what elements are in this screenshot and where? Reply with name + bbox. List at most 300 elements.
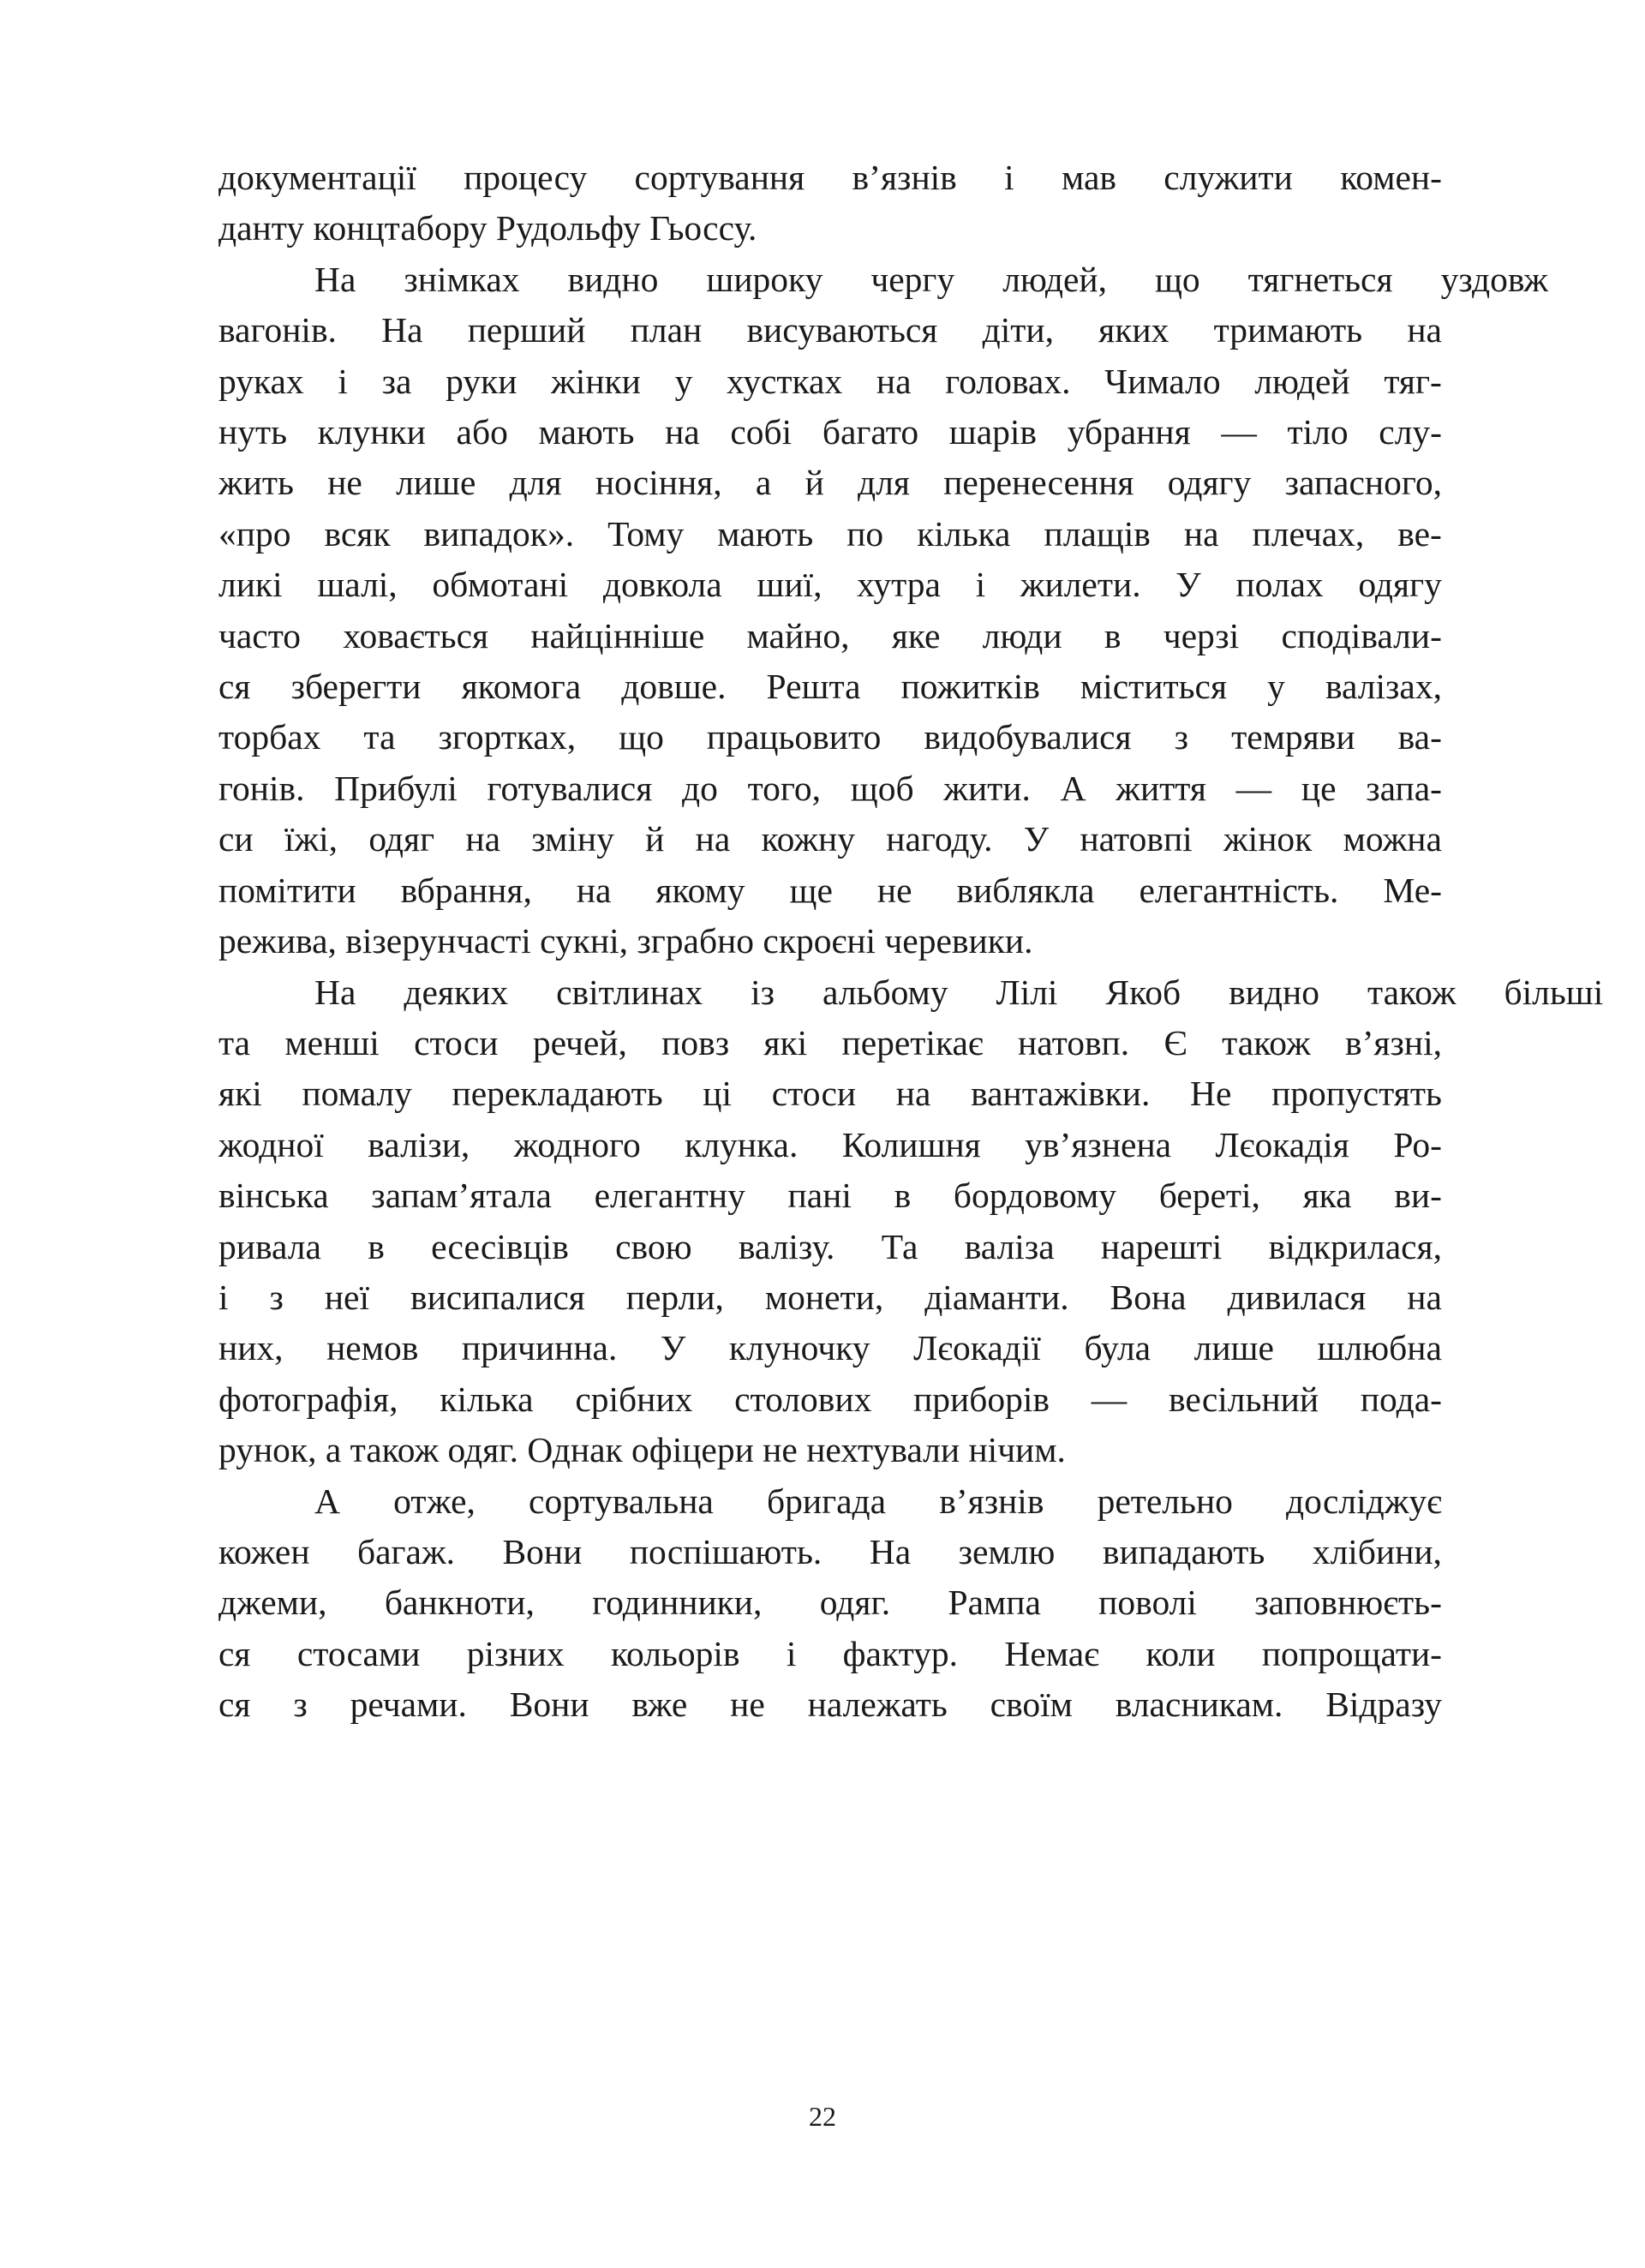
text-word: на	[465, 819, 501, 859]
text-word: Ро-	[1393, 1124, 1442, 1164]
text-word: кольорів	[610, 1633, 740, 1673]
text-word: речами.	[350, 1685, 467, 1725]
text-word: висипалися	[410, 1277, 585, 1317]
text-word: яке	[891, 615, 941, 655]
text-line	[218, 661, 1442, 712]
text-word: ховається	[343, 615, 489, 655]
text-word: —	[1235, 768, 1272, 808]
text-word: пожитків	[900, 667, 1040, 707]
text-word: висуваються	[746, 310, 938, 350]
text-word: обмотані	[432, 565, 569, 605]
text-word: чергу	[870, 259, 955, 299]
text-word: на	[665, 412, 700, 452]
text-line	[218, 814, 1442, 865]
text-word: пода-	[1360, 1379, 1442, 1419]
text-word: вантажівки.	[971, 1074, 1151, 1114]
text-word: і	[338, 361, 348, 401]
text-word: і	[218, 1277, 229, 1317]
text-word: хлібини,	[1312, 1531, 1442, 1571]
text-word: поволі	[1098, 1583, 1197, 1623]
text-word: багаж.	[357, 1531, 456, 1571]
text-word: працьовито	[706, 717, 882, 757]
text-word: до	[682, 768, 718, 808]
text-word: головах.	[945, 361, 1071, 401]
text-word: ся	[218, 667, 251, 707]
text-word: людей	[1254, 361, 1350, 401]
text-word: що	[1154, 259, 1200, 299]
text-word: собі	[730, 412, 793, 452]
text-word: ще	[789, 870, 833, 910]
text-word: готувалися	[487, 768, 653, 808]
text-word: була	[1084, 1328, 1152, 1368]
text-word: по	[846, 513, 884, 554]
text-word: На	[314, 259, 356, 299]
text-word: на	[895, 1074, 931, 1114]
text-word: тягнеться	[1247, 259, 1393, 299]
text-word: це	[1301, 768, 1337, 808]
text-word: стосами	[296, 1633, 421, 1673]
text-word: які	[218, 1074, 262, 1114]
text-word: ув’язнена	[1025, 1124, 1172, 1164]
text-word: й	[805, 463, 824, 503]
text-word: попрощати-	[1261, 1633, 1442, 1673]
text-word: для	[509, 463, 562, 503]
text-word: план	[630, 310, 703, 350]
text-word: процесу	[464, 158, 588, 197]
text-word: землю	[958, 1531, 1056, 1571]
text-word: дивилася	[1227, 1277, 1367, 1317]
page-body-text	[218, 153, 1604, 1731]
text-word: А	[314, 1481, 340, 1521]
text-word: валізу.	[738, 1226, 835, 1266]
text-word: Тому	[607, 513, 685, 554]
text-word: монети,	[764, 1277, 884, 1317]
text-word: вагонів.	[218, 310, 337, 350]
text-word: Вони	[509, 1685, 589, 1725]
text-word: на	[695, 819, 731, 859]
text-word: з	[269, 1277, 284, 1317]
text-word: мають	[538, 412, 635, 452]
text-word: тіло	[1287, 412, 1349, 452]
text-word: вбрання,	[400, 870, 532, 910]
text-word: кілька	[917, 513, 1011, 554]
text-word: Колишня	[841, 1124, 981, 1164]
text-line	[218, 1068, 1442, 1119]
text-word: банкноти,	[384, 1583, 535, 1623]
text-word: найцінніше	[530, 615, 705, 655]
text-word: годинники,	[592, 1583, 763, 1623]
text-word: служити	[1163, 158, 1293, 197]
text-word: всяк	[324, 513, 391, 554]
text-word: широку	[706, 259, 823, 299]
text-word: шиї,	[757, 565, 822, 605]
text-word: Вона	[1110, 1277, 1187, 1317]
text-word: або	[456, 412, 508, 452]
text-word: плащів	[1044, 513, 1151, 554]
text-word: відкрилася,	[1268, 1226, 1442, 1266]
text-word: черзі	[1163, 615, 1240, 655]
text-word: А	[1060, 768, 1086, 808]
text-word: полах	[1235, 565, 1324, 605]
text-word: шлюбна	[1317, 1328, 1442, 1368]
page-number: 22	[809, 2101, 836, 2132]
text-word: нуть	[218, 412, 288, 452]
text-line	[218, 458, 1442, 508]
text-word: убрання	[1067, 412, 1191, 452]
text-word: фотографія,	[218, 1379, 398, 1419]
text-word: Та	[881, 1226, 918, 1266]
text-word: Не	[1190, 1074, 1232, 1114]
text-word: видно	[1229, 972, 1319, 1012]
text-word: щоб	[850, 768, 914, 808]
text-line	[218, 356, 1442, 407]
text-word: есесівців	[431, 1226, 569, 1266]
text-word: хустках	[727, 361, 843, 401]
text-line	[218, 1170, 1442, 1221]
text-word: тримають	[1213, 310, 1363, 350]
text-word: У	[1023, 819, 1050, 859]
text-line	[218, 1323, 1442, 1373]
text-word: столових	[734, 1379, 872, 1419]
text-word: Є	[1163, 1022, 1187, 1062]
text-word: в’язні,	[1344, 1022, 1442, 1062]
text-line	[218, 1374, 1442, 1425]
text-word: можна	[1343, 819, 1442, 859]
text-word: також	[1367, 972, 1457, 1012]
text-word: комен-	[1340, 158, 1442, 197]
text-word: не	[327, 463, 362, 503]
text-word: вінська	[218, 1176, 329, 1216]
text-word: діти,	[982, 310, 1054, 350]
text-word: у	[674, 361, 693, 401]
text-word: ся	[218, 1685, 251, 1725]
text-word: руки	[446, 361, 517, 401]
text-word: жінки	[551, 361, 641, 401]
text-word: Лєокадія	[1215, 1124, 1349, 1164]
text-word: пані	[787, 1176, 852, 1216]
text-line	[218, 1272, 1442, 1323]
text-line	[218, 967, 1604, 1018]
text-word: На	[381, 310, 423, 350]
text-line	[218, 305, 1442, 356]
text-word: запам’ятала	[371, 1176, 552, 1216]
text-word: якому	[655, 870, 745, 910]
text-word: мав	[1061, 158, 1116, 197]
text-word: випадають	[1102, 1531, 1265, 1571]
text-line	[218, 865, 1442, 916]
text-word: свою	[615, 1226, 692, 1266]
text-word: причинна.	[461, 1328, 618, 1368]
text-word: не	[876, 870, 912, 910]
text-word: якомога	[461, 667, 582, 707]
text-word: ве-	[1397, 513, 1442, 554]
text-word: фактур.	[842, 1633, 959, 1673]
text-line	[218, 1476, 1442, 1527]
text-word: перетікає	[841, 1022, 984, 1062]
text-word: натовп.	[1018, 1022, 1130, 1062]
text-line	[218, 509, 1442, 560]
text-word: Чимало	[1104, 361, 1221, 401]
text-word: на	[1407, 1277, 1442, 1317]
text-word: нагоду.	[886, 819, 993, 859]
text-word: майно,	[746, 615, 850, 655]
text-word: клунки	[317, 412, 426, 452]
text-word: бордовому	[953, 1176, 1117, 1216]
text-word: «про	[218, 513, 291, 554]
text-word: Лілі	[996, 972, 1058, 1012]
text-word: заповнюєть-	[1254, 1583, 1442, 1623]
text-word: шарів	[948, 412, 1038, 452]
text-word: поспішають.	[629, 1531, 822, 1571]
text-word: кожну	[761, 819, 855, 859]
text-word: в’язнів	[939, 1481, 1044, 1521]
text-word: світлинах	[556, 972, 703, 1012]
text-word: Немає	[1004, 1633, 1099, 1673]
text-word: —	[1221, 412, 1257, 452]
text-word: них,	[218, 1328, 284, 1368]
text-word: перший	[467, 310, 586, 350]
text-word: отже,	[393, 1481, 476, 1521]
text-word: і	[786, 1633, 797, 1673]
text-word: деяких	[404, 972, 509, 1012]
text-word: кожен	[218, 1531, 310, 1571]
text-word: приборів	[913, 1379, 1050, 1419]
text-word: які	[763, 1022, 808, 1062]
text-word: у	[1267, 667, 1285, 707]
text-word: на	[876, 361, 912, 401]
text-word: Рампа	[948, 1583, 1041, 1623]
text-word: елегантність.	[1139, 870, 1339, 910]
text-word: одягу	[1358, 565, 1442, 605]
text-word: валізи,	[368, 1124, 470, 1164]
text-word: помалу	[302, 1074, 412, 1114]
text-word: багато	[822, 412, 919, 452]
text-word: си	[218, 819, 254, 859]
text-word: —	[1091, 1379, 1128, 1419]
text-word: уздовж	[1440, 259, 1548, 299]
text-line	[218, 1577, 1442, 1628]
text-word: перенесення	[943, 463, 1134, 503]
text-word: одяг	[368, 819, 435, 859]
text-word: в	[1104, 615, 1122, 655]
text-word: Вони	[502, 1531, 583, 1571]
text-word: клуночку	[728, 1328, 870, 1368]
text-word: згортках,	[438, 717, 577, 757]
text-word: альбому	[822, 972, 948, 1012]
text-word: мають	[717, 513, 814, 554]
text-line	[218, 763, 1442, 814]
text-word: коли	[1146, 1633, 1216, 1673]
text-word: та	[363, 717, 396, 757]
text-word: На	[314, 972, 356, 1012]
text-word: перекладають	[452, 1074, 663, 1114]
text-word: й	[645, 819, 665, 859]
text-word: а	[755, 463, 772, 503]
text-word: Якоб	[1105, 972, 1181, 1012]
text-word: яка	[1302, 1176, 1352, 1216]
text-word: жилети.	[1020, 565, 1141, 605]
text-line	[218, 560, 1442, 610]
text-word: власникам.	[1115, 1685, 1283, 1725]
text-word: перли,	[625, 1277, 724, 1317]
text-line	[218, 1629, 1442, 1679]
text-word: часто	[218, 615, 302, 655]
text-word: неї	[324, 1277, 370, 1317]
text-word: видобувалися	[924, 717, 1132, 757]
text-word: валіза	[964, 1226, 1055, 1266]
text-word: випадок».	[423, 513, 575, 554]
text-word: Лєокадії	[913, 1328, 1041, 1368]
text-line	[218, 611, 1442, 661]
text-word: елегантну	[594, 1176, 745, 1216]
text-word: на	[1407, 310, 1442, 350]
text-line: данту концтабору Рудольфу Гьоссу.	[218, 208, 757, 248]
text-word: жодної	[218, 1124, 324, 1164]
text-word: одягу	[1167, 463, 1252, 503]
text-word: вже	[631, 1685, 688, 1725]
text-word: належать	[807, 1685, 948, 1725]
text-word: зберегти	[290, 667, 422, 707]
text-word: довше.	[621, 667, 727, 707]
text-word: що	[619, 717, 664, 757]
text-word: видно	[567, 259, 659, 299]
text-word: У	[660, 1328, 686, 1368]
text-word: запасного,	[1284, 463, 1442, 503]
text-line	[218, 1679, 1442, 1730]
text-word: ликі	[218, 565, 283, 605]
text-word: не	[730, 1685, 765, 1725]
text-line	[218, 712, 1442, 763]
text-word: знімках	[404, 259, 520, 299]
text-word: зміну	[531, 819, 614, 859]
text-word: немов	[326, 1328, 419, 1368]
text-word: ці	[703, 1074, 733, 1114]
text-word: сподівали-	[1281, 615, 1442, 655]
text-word: менші	[284, 1022, 380, 1062]
text-word: ва-	[1397, 717, 1442, 757]
text-word: їжі,	[284, 819, 338, 859]
text-word: слу-	[1379, 412, 1442, 452]
text-word: Відразу	[1325, 1685, 1442, 1725]
text-line	[218, 254, 1548, 305]
text-word: різних	[466, 1633, 565, 1673]
text-word: в’язнів	[852, 158, 957, 197]
text-word: хутра	[857, 565, 941, 605]
text-word: жодного	[513, 1124, 641, 1164]
text-word: жити.	[943, 768, 1031, 808]
text-word: за	[381, 361, 412, 401]
text-word: на	[1183, 513, 1219, 554]
text-word: береті,	[1158, 1176, 1260, 1216]
text-word: запа-	[1366, 768, 1442, 808]
text-word: стоси	[771, 1074, 857, 1114]
text-word: У	[1175, 565, 1201, 605]
text-word: шалі,	[317, 565, 398, 605]
text-word: помітити	[218, 870, 356, 910]
text-line: режива, візерунчасті сукні, зграбно скроєні черевики.	[218, 921, 1033, 961]
text-word: речей,	[532, 1022, 627, 1062]
text-word: на	[576, 870, 612, 910]
text-word: руках	[218, 361, 304, 401]
text-word: із	[751, 972, 775, 1012]
text-word: сортування	[634, 158, 805, 197]
text-word: ривала	[218, 1226, 321, 1266]
text-word: для	[858, 463, 910, 503]
text-word: темряви	[1231, 717, 1355, 757]
text-word: і	[975, 565, 986, 605]
text-word: сортувальна	[529, 1481, 714, 1521]
text-word: виблякла	[956, 870, 1095, 910]
text-word: одяг.	[819, 1583, 891, 1623]
text-line	[218, 1120, 1442, 1170]
text-word: бригада	[767, 1481, 887, 1521]
text-word: лише	[1193, 1328, 1274, 1368]
text-word: Прибулі	[334, 768, 458, 808]
text-word: клунка.	[685, 1124, 799, 1164]
text-word: документації	[218, 158, 416, 197]
text-word: жить	[218, 463, 294, 503]
text-word: пропустять	[1271, 1074, 1442, 1114]
text-word: яких	[1098, 310, 1169, 350]
text-word: плечах,	[1252, 513, 1365, 554]
text-word: також	[1222, 1022, 1311, 1062]
text-word: повз	[661, 1022, 730, 1062]
text-word: життя	[1116, 768, 1206, 808]
text-word: і	[1004, 158, 1014, 197]
text-word: довкола	[602, 565, 722, 605]
text-word: гонів.	[218, 768, 305, 808]
text-word: весільний	[1169, 1379, 1319, 1419]
text-word: джеми,	[218, 1583, 327, 1623]
text-word: Решта	[766, 667, 861, 707]
text-word: міститься	[1080, 667, 1228, 707]
text-word: На	[869, 1531, 912, 1571]
text-word: люди	[982, 615, 1062, 655]
text-word: ретельно	[1097, 1481, 1233, 1521]
text-word: жінок	[1223, 819, 1313, 859]
text-word: досліджує	[1286, 1481, 1442, 1521]
text-word: своїм	[990, 1685, 1073, 1725]
text-word: в	[894, 1176, 912, 1216]
text-word: стоси	[414, 1022, 499, 1062]
text-line: рунок, а також одяг. Однак офіцери не нехтували нічим.	[218, 1430, 1066, 1470]
text-line	[218, 1527, 1442, 1577]
text-word: того,	[747, 768, 822, 808]
text-word: більші	[1504, 972, 1604, 1012]
text-line	[218, 407, 1442, 458]
text-word: лише	[396, 463, 476, 503]
text-word: тяг-	[1384, 361, 1442, 401]
text-word: натовпі	[1080, 819, 1193, 859]
text-word: кілька	[440, 1379, 534, 1419]
text-word: срібних	[575, 1379, 693, 1419]
text-word: людей,	[1002, 259, 1107, 299]
text-word: діаманти.	[924, 1277, 1069, 1317]
text-word: носіння,	[595, 463, 722, 503]
text-word: ви-	[1394, 1176, 1442, 1216]
text-line	[218, 153, 1442, 203]
text-word: нарешті	[1100, 1226, 1223, 1266]
text-word: валізах,	[1325, 667, 1442, 707]
text-word: ся	[218, 1633, 251, 1673]
text-word: з	[1174, 717, 1189, 757]
text-word: з	[293, 1685, 308, 1725]
text-word: Ме-	[1383, 870, 1442, 910]
text-line	[218, 1018, 1442, 1068]
text-word: торбах	[218, 717, 321, 757]
text-word: в	[368, 1226, 385, 1266]
text-word: та	[218, 1022, 251, 1062]
